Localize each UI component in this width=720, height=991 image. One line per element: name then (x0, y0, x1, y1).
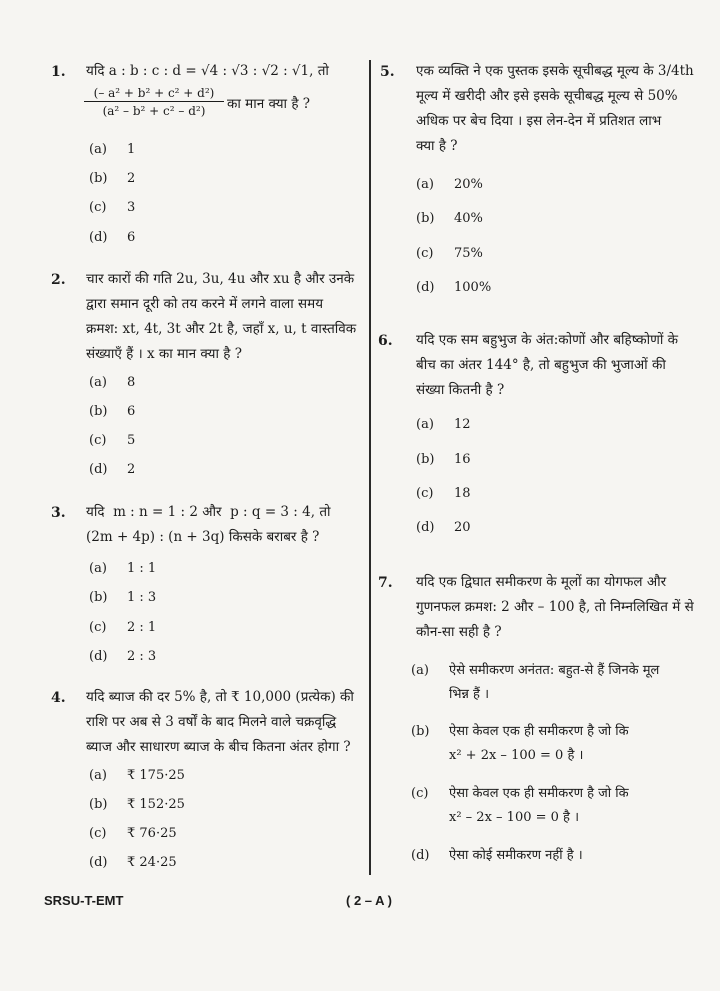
option-b[interactable] (89, 403, 135, 421)
question-number: 7. (378, 575, 393, 591)
option-a[interactable] (89, 767, 185, 785)
option-label: (d) (89, 649, 108, 664)
option-a[interactable] (411, 659, 711, 707)
stem-line: मूल्य में खरीदी और इसे इसके सूचीबद्ध मूल्य से 50% (416, 88, 678, 104)
stem-line: एक व्यक्ति ने एक पुस्तक इसके सूचीबद्ध मूल्य के 3/4th (416, 63, 694, 79)
option-a[interactable] (89, 374, 135, 392)
option-label: (d) (89, 855, 108, 870)
option-text: 40% (454, 211, 483, 226)
question-stem: यदि a : b : c : d = √4 : √3 : √2 : √1, तो (86, 63, 329, 79)
option-label: (b) (89, 590, 108, 605)
option-text: 2 (127, 171, 136, 186)
option-a[interactable] (416, 416, 471, 434)
stem-line: (2m + 4p) : (n + 3q) किसके बराबर है ? (86, 529, 320, 545)
stem-line: द्वारा समान दूरी को तय करने में लगने वाला समय (86, 296, 324, 312)
stem-line: यदि m : n = 1 : 2 और p : q = 3 : 4, तो (86, 504, 331, 520)
stem-line: अधिक पर बेच दिया । इस लेन-देन में प्रतिशत लाभ (416, 113, 662, 129)
stem-line: ब्याज और साधारण ब्याज के बीच कितना अंतर होगा ? (86, 739, 351, 755)
question-number: 1. (51, 64, 66, 80)
stem-line: यदि ब्याज की दर 5% है, तो ₹ 10,000 (प्रत्येक) की (86, 689, 354, 705)
option-label: (a) (89, 142, 107, 157)
option-a[interactable] (89, 560, 156, 578)
question-stem (416, 59, 694, 159)
option-text: 18 (454, 486, 471, 501)
option-label: (b) (416, 211, 435, 226)
option-b[interactable] (89, 170, 135, 188)
option-label: (a) (89, 768, 107, 783)
option-b[interactable] (89, 796, 185, 814)
option-text: 2 (127, 462, 136, 477)
paper-code: SRSU-T-EMT (44, 893, 124, 908)
option-b[interactable] (411, 720, 711, 768)
question-stem (86, 500, 331, 550)
option-label: (d) (89, 462, 108, 477)
option-d[interactable] (416, 519, 471, 537)
stem-line: क्या है ? (416, 138, 458, 154)
option-b[interactable] (89, 589, 156, 607)
question-number: 2. (51, 272, 66, 288)
option-label: (a) (411, 663, 429, 678)
option-d[interactable] (89, 854, 177, 872)
stem-line: क्रमश: xt, 4t, 3t और 2t है, जहाँ x, u, t वास्तविक (86, 321, 357, 337)
option-label: (c) (411, 786, 429, 801)
option-text: ₹ 24·25 (127, 855, 177, 870)
option-label: (c) (416, 246, 434, 261)
option-d[interactable] (89, 229, 135, 247)
option-text: ₹ 76·25 (127, 826, 177, 841)
stem-line: यदि एक सम बहुभुज के अंत:कोणों और बहिष्कोणों के (416, 332, 678, 348)
option-c[interactable] (89, 199, 135, 217)
stem-line: बीच का अंतर 144° है, तो बहुभुज की भुजाओं की (416, 357, 666, 373)
option-text: 20% (454, 177, 483, 192)
option-label: (d) (411, 848, 430, 863)
option-text: 8 (127, 375, 136, 390)
option-label: (c) (89, 433, 107, 448)
stem-line: संख्या कितनी है ? (416, 382, 505, 398)
option-d[interactable] (89, 648, 156, 666)
option-label: (d) (89, 230, 108, 245)
option-label: (b) (416, 452, 435, 467)
option-line: x² + 2x – 100 = 0 है । (449, 748, 584, 763)
option-line: ऐसा कोई समीकरण नहीं है । (449, 848, 583, 863)
option-line: भिन्न हैं । (449, 687, 490, 702)
option-b[interactable] (416, 210, 483, 228)
stem-line: गुणनफल क्रमश: 2 और – 100 है, तो निम्नलिखित में से (416, 599, 694, 615)
option-text: 1 : 3 (127, 590, 157, 605)
option-text: 12 (454, 417, 471, 432)
option-label: (a) (89, 375, 107, 390)
page-number: ( 2 – A ) (346, 893, 392, 908)
option-text: 100% (454, 280, 492, 295)
option-text: 5 (127, 433, 136, 448)
option-label: (a) (416, 177, 434, 192)
option-d[interactable] (89, 461, 135, 479)
question-stem (416, 570, 694, 645)
option-line: x² – 2x – 100 = 0 है । (449, 810, 580, 825)
option-c[interactable] (89, 619, 156, 637)
question-stem-tail: का मान क्या है ? (227, 96, 311, 112)
option-label: (c) (416, 486, 434, 501)
option-d[interactable] (416, 279, 491, 297)
stem-line: चार कारों की गति 2u, 3u, 4u और xu है और उनके (86, 271, 355, 287)
option-c[interactable] (89, 432, 135, 450)
option-a[interactable] (89, 141, 135, 159)
option-label: (a) (89, 561, 107, 576)
question-stem (86, 267, 368, 367)
option-a[interactable] (416, 176, 483, 194)
option-line: ऐसे समीकरण अनंतत: बहुत-से हैं जिनके मूल (449, 663, 660, 678)
option-text: 75% (454, 246, 483, 261)
question-number: 3. (51, 505, 66, 521)
stem-line: राशि पर अब से 3 वर्षों के बाद मिलने वाले चक्रवृद्धि (86, 714, 337, 730)
option-text: 1 : 1 (127, 561, 157, 576)
option-label: (a) (416, 417, 434, 432)
stem-line: कौन-सा सही है ? (416, 624, 502, 640)
option-d[interactable] (411, 844, 711, 868)
question-number: 4. (51, 690, 66, 706)
option-label: (c) (89, 620, 107, 635)
option-c[interactable] (416, 485, 471, 503)
option-text: 1 (127, 142, 136, 157)
option-text: 6 (127, 404, 136, 419)
option-text: ₹ 175·25 (127, 768, 185, 783)
expression-fraction (84, 86, 224, 118)
option-text: 3 (127, 200, 136, 215)
fraction-denominator: (a² – b² + c² – d²) (102, 104, 206, 118)
option-text: 6 (127, 230, 136, 245)
option-label: (c) (89, 200, 107, 215)
stem-line: संख्याएँ हैं । x का मान क्या है ? (86, 346, 242, 362)
option-b[interactable] (416, 451, 471, 469)
option-c[interactable] (89, 825, 177, 843)
stem-line: यदि एक द्विघात समीकरण के मूलों का योगफल और (416, 574, 667, 590)
column-divider (369, 60, 371, 875)
question-number: 6. (378, 333, 393, 349)
option-text: 20 (454, 520, 471, 535)
option-label: (c) (89, 826, 107, 841)
option-label: (b) (89, 171, 108, 186)
option-line: ऐसा केवल एक ही समीकरण है जो कि (449, 786, 629, 801)
option-text: 2 : 3 (127, 649, 157, 664)
option-text: 2 : 1 (127, 620, 157, 635)
option-label: (d) (416, 280, 435, 295)
option-label: (b) (89, 797, 108, 812)
option-text: 16 (454, 452, 471, 467)
question-number: 5. (380, 64, 395, 80)
option-label: (d) (416, 520, 435, 535)
option-label: (b) (411, 724, 430, 739)
option-c[interactable] (416, 245, 483, 263)
option-label: (b) (89, 404, 108, 419)
option-line: ऐसा केवल एक ही समीकरण है जो कि (449, 724, 629, 739)
fraction-numerator: (– a² + b² + c² + d²) (84, 86, 224, 102)
option-text: ₹ 152·25 (127, 797, 185, 812)
question-stem (86, 685, 354, 760)
question-stem (416, 328, 678, 403)
option-c[interactable] (411, 782, 711, 830)
